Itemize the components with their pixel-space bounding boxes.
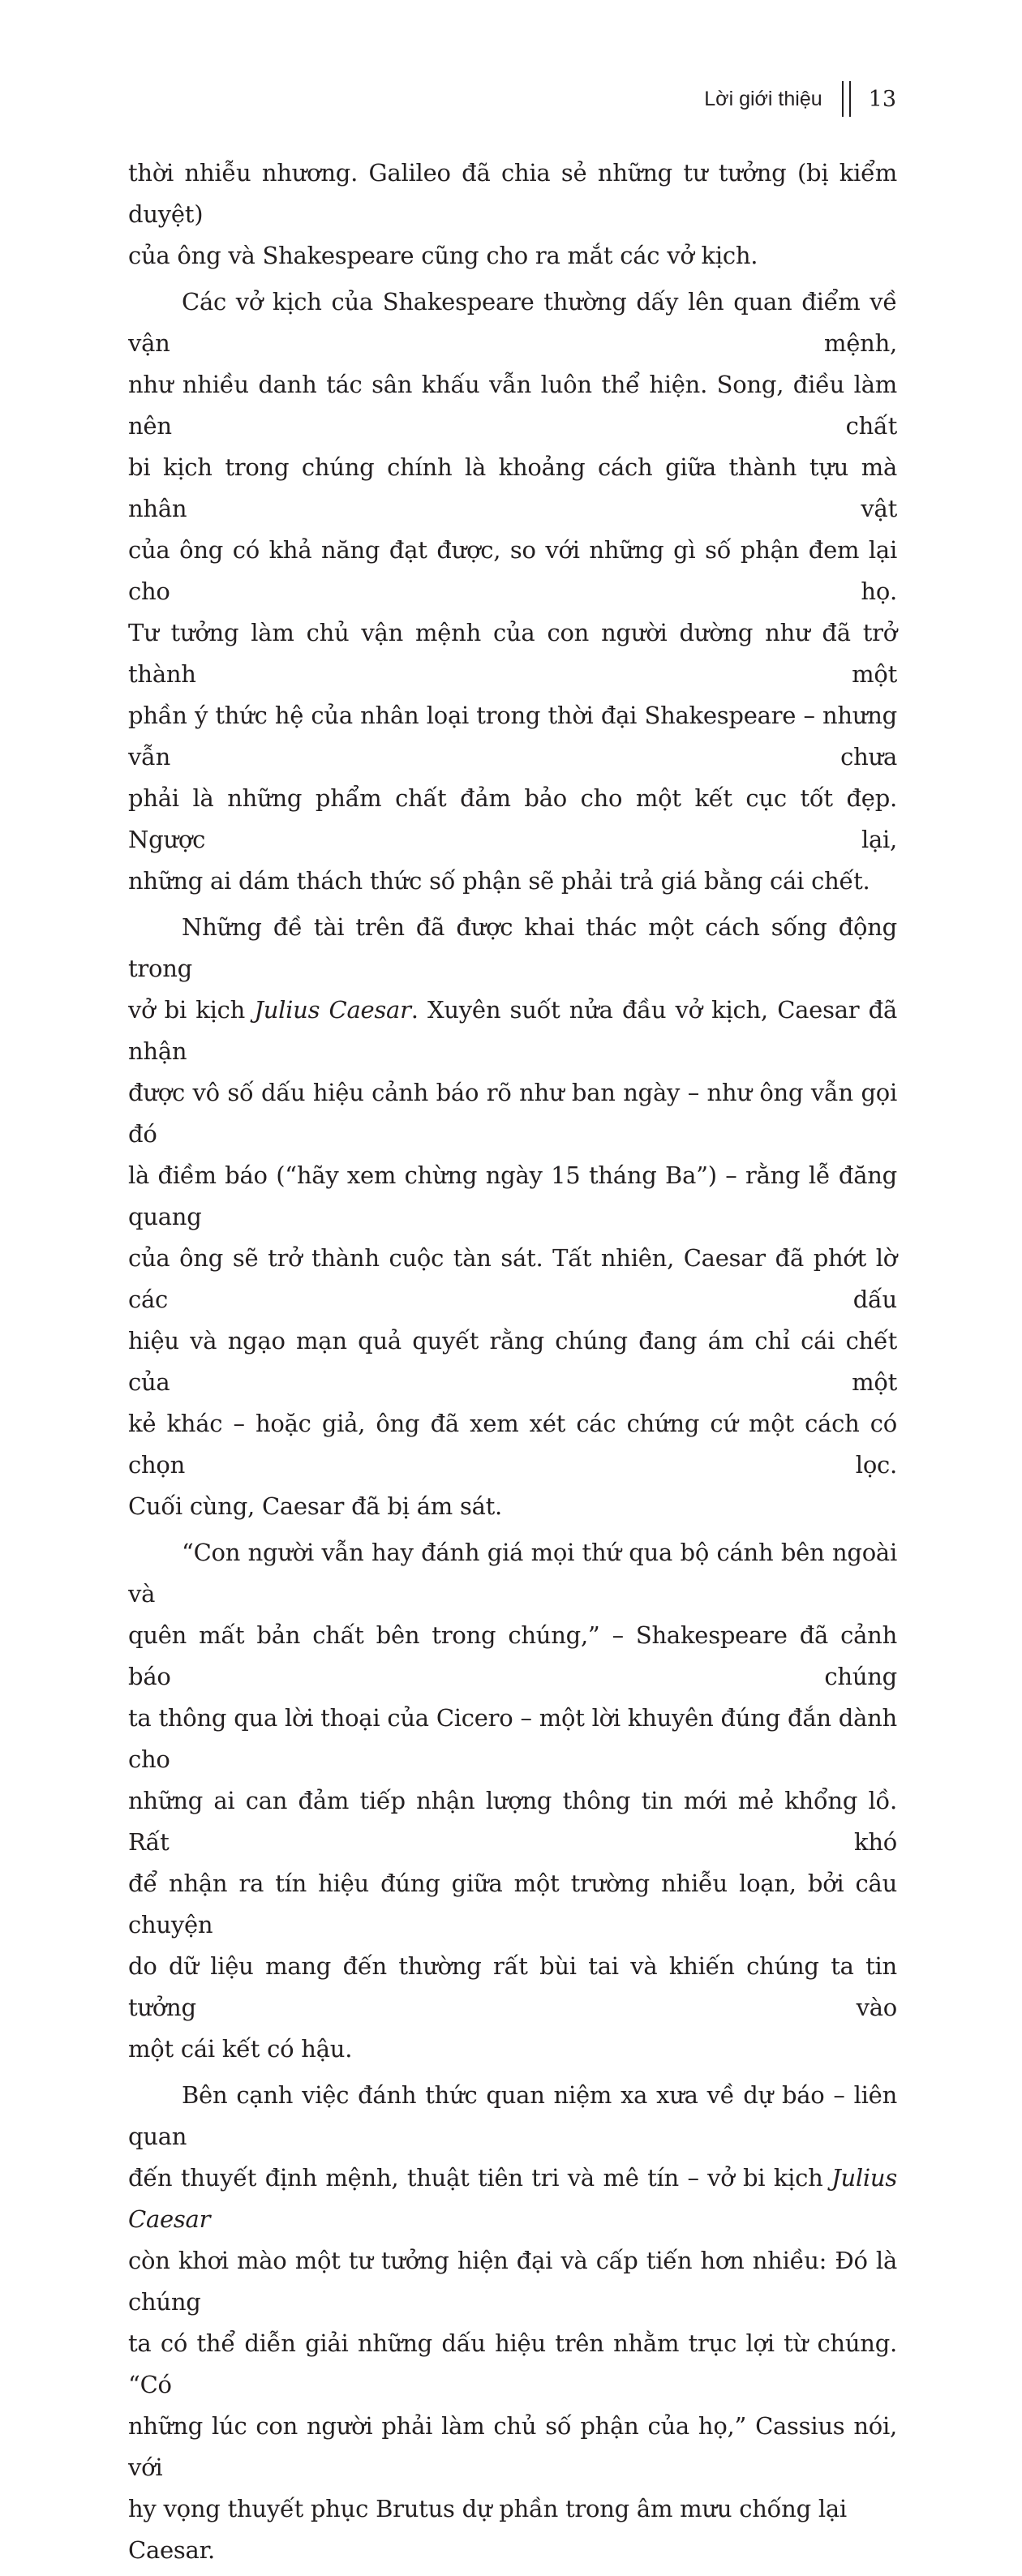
text-line: được vô số dấu hiệu cảnh báo rõ như ban ngày – như ông vẫn gọi đó: [128, 1079, 897, 1148]
text-line: của ông và Shakespeare cũng cho ra mắt các vở kịch.: [128, 242, 758, 269]
text-line: [128, 990, 897, 1072]
paragraph-4: [128, 1532, 897, 2070]
running-header: [704, 81, 896, 117]
text-line: những ai dám thách thức số phận sẽ phải trả giá bằng cái chết.: [128, 867, 870, 895]
text-line: thời nhiễu nhương. Galileo đã chia sẻ những tư tưởng (bị kiểm duyệt): [128, 159, 897, 228]
text-run: . Xuyên suốt nửa đầu vở kịch, Caesar đã nhận: [128, 996, 898, 1065]
text-line: phần ý thức hệ của nhân loại trong thời đại Shakespeare – nhưng vẫn chưa: [128, 702, 897, 771]
text-line: “Con người vẫn hay đánh giá mọi thứ qua bộ cánh bên ngoài và: [128, 1539, 897, 1608]
text-line: một cái kết có hậu.: [128, 2035, 353, 2063]
text-line: quên mất bản chất bên trong chúng,” – Shakespeare đã cảnh báo chúng: [128, 1621, 897, 1690]
text-line: Những đề tài trên đã được khai thác một cách sống động trong: [128, 913, 897, 982]
body-text: [128, 152, 897, 2576]
paragraph-2: [128, 281, 897, 902]
text-line: của ông sẽ trở thành cuộc tàn sát. Tất nhiên, Caesar đã phớt lờ các dấu: [128, 1244, 897, 1313]
text-line: do dữ liệu mang đến thường rất bùi tai và khiến chúng ta tin tưởng vào: [128, 1952, 897, 2021]
text-line: những lúc con người phải làm chủ số phận của họ,” Cassius nói, với: [128, 2412, 897, 2481]
text-line: còn khơi mào một tư tưởng hiện đại và cấp tiến hơn nhiều: Đó là chúng: [128, 2247, 897, 2316]
header-divider: [842, 81, 851, 117]
paragraph-3: [128, 907, 897, 1527]
text-line: như nhiều danh tác sân khấu vẫn luôn thể hiện. Song, điều làm nên chất: [128, 371, 897, 440]
text-line: Cuối cùng, Caesar đã bị ám sát.: [128, 1492, 503, 1520]
page-number: 13: [868, 86, 896, 112]
play-title: Julius Caesar: [254, 996, 411, 1024]
text-line: Bên cạnh việc đánh thức quan niệm xa xưa về dự báo – liên quan: [128, 2081, 897, 2150]
text-run: đến thuyết định mệnh, thuật tiên tri và mê tín – vở bi kịch: [128, 2164, 832, 2192]
text-line: hiệu và ngạo mạn quả quyết rằng chúng đang ám chỉ cái chết của một: [128, 1327, 897, 1396]
text-line: hy vọng thuyết phục Brutus dự phần trong âm mưu chống lại Caesar.: [128, 2495, 847, 2564]
text-line: là điềm báo (“hãy xem chừng ngày 15 tháng Ba”) – rằng lễ đăng quang: [128, 1161, 897, 1230]
text-line: của ông có khả năng đạt được, so với những gì số phận đem lại cho họ.: [128, 536, 897, 605]
chapter-title: Lời giới thiệu: [704, 87, 822, 110]
paragraph-5: [128, 2075, 897, 2571]
paragraph-1: [128, 152, 897, 277]
text-run: vở bi kịch: [128, 996, 255, 1024]
text-line: phải là những phẩm chất đảm bảo cho một kết cục tốt đẹp. Ngược lại,: [128, 784, 897, 853]
text-line: bi kịch trong chúng chính là khoảng cách giữa thành tựu mà nhân vật: [128, 453, 897, 522]
text-line: Các vở kịch của Shakespeare thường dấy lên quan điểm về vận mệnh,: [128, 288, 897, 357]
text-line: những ai can đảm tiếp nhận lượng thông tin mới mẻ khổng lồ. Rất khó: [128, 1787, 897, 1856]
play-title: Julius Caesar: [128, 2164, 897, 2233]
text-line: để nhận ra tín hiệu đúng giữa một trường nhiễu loạn, bởi câu chuyện: [128, 1870, 897, 1938]
text-line: Tư tưởng làm chủ vận mệnh của con người dường như đã trở thành một: [128, 619, 897, 688]
text-line: [128, 2157, 897, 2240]
text-line: ta có thể diễn giải những dấu hiệu trên nhằm trục lợi từ chúng. “Có: [128, 2329, 897, 2398]
text-line: ta thông qua lời thoại của Cicero – một lời khuyên đúng đắn dành cho: [128, 1704, 897, 1773]
text-line: kẻ khác – hoặc giả, ông đã xem xét các chứng cứ một cách có chọn lọc.: [128, 1410, 897, 1479]
